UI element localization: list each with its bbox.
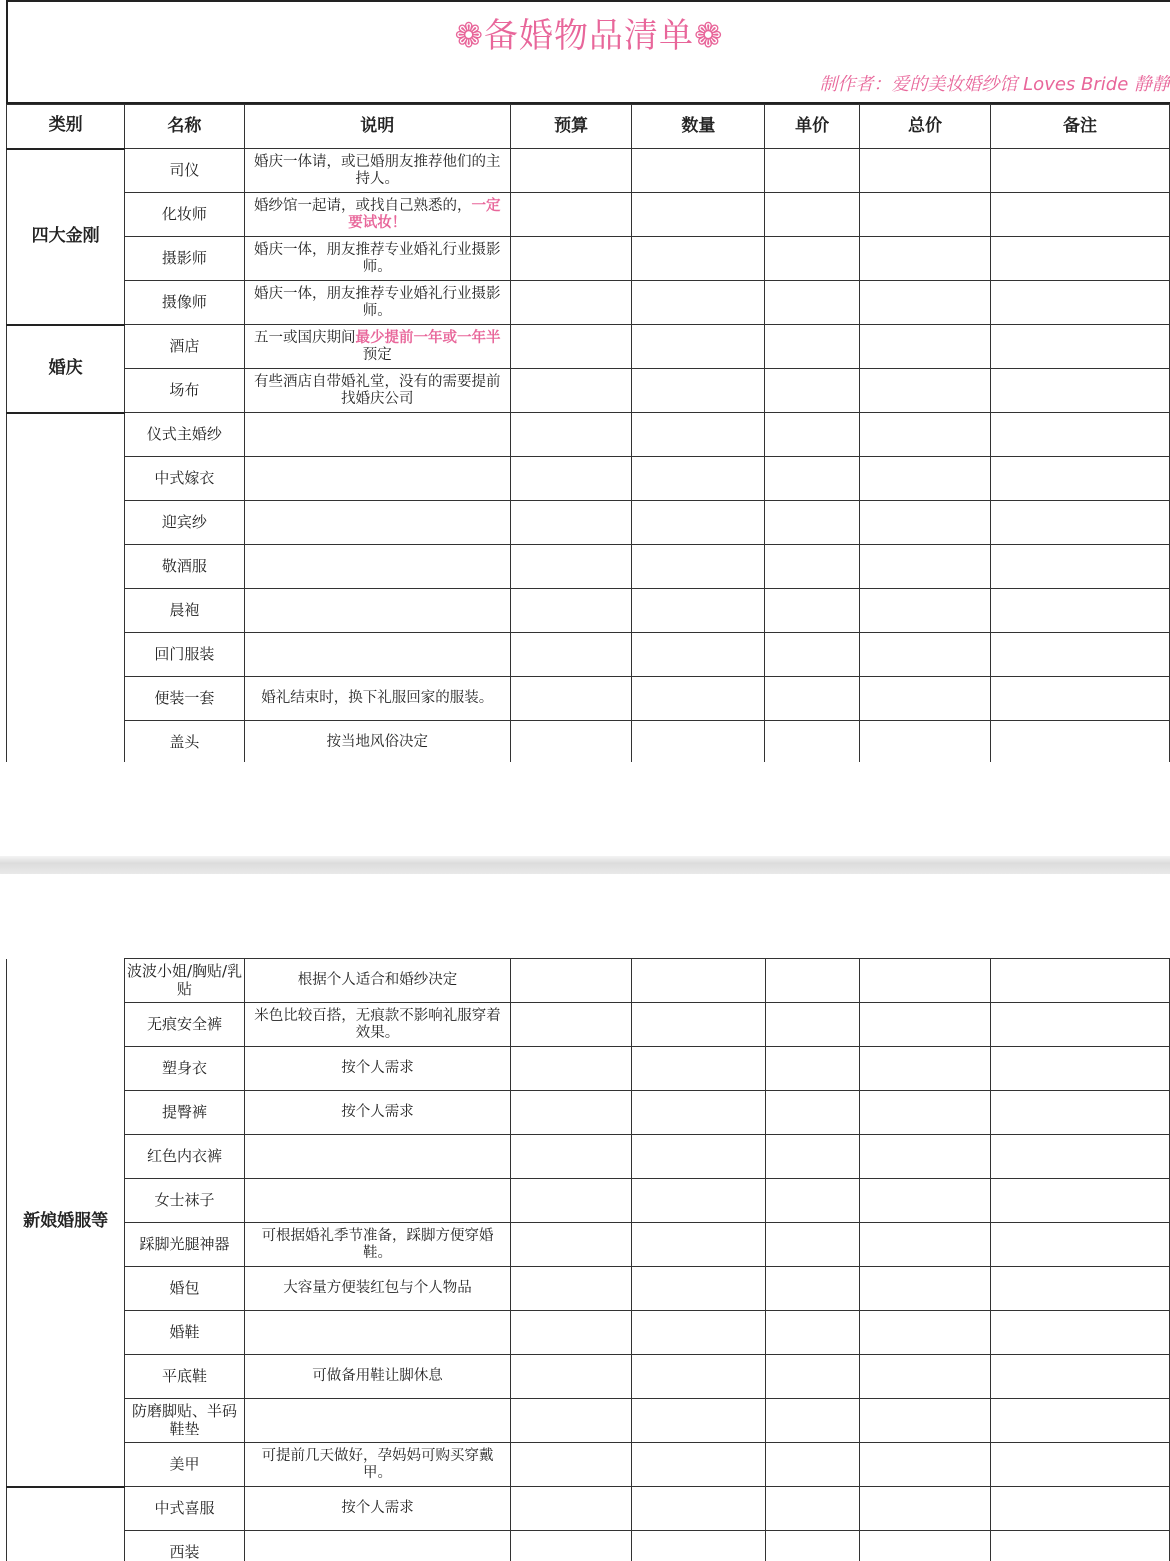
total-cell[interactable] xyxy=(859,369,990,413)
notes-cell[interactable] xyxy=(991,1091,1170,1135)
qty-cell[interactable] xyxy=(632,1135,765,1179)
table-row xyxy=(7,1179,1170,1223)
unit-price-cell[interactable] xyxy=(765,1091,859,1135)
flower-icon: ❁ xyxy=(694,16,724,56)
notes-cell[interactable] xyxy=(991,1531,1170,1561)
item-name: 化妆师 xyxy=(125,193,244,237)
notes-cell[interactable] xyxy=(991,1355,1170,1399)
total-cell[interactable] xyxy=(859,1487,990,1531)
notes-cell[interactable] xyxy=(991,325,1170,369)
total-cell[interactable] xyxy=(859,589,990,633)
table-row xyxy=(7,413,1170,457)
desc-highlight: 一定要试妆！ xyxy=(348,197,501,231)
qty-cell[interactable] xyxy=(632,633,765,677)
budget-cell[interactable] xyxy=(511,1531,632,1561)
budget-cell[interactable] xyxy=(511,1179,632,1223)
category-cell: 婚庆 xyxy=(7,325,125,413)
total-cell[interactable] xyxy=(859,1443,990,1487)
qty-cell[interactable] xyxy=(632,413,765,457)
qty-cell[interactable] xyxy=(632,677,765,721)
notes-cell[interactable] xyxy=(991,721,1170,765)
item-name: 平底鞋 xyxy=(125,1355,244,1399)
total-cell[interactable] xyxy=(859,1267,990,1311)
notes-cell[interactable] xyxy=(991,149,1170,193)
col-header-category: 类别 xyxy=(7,105,125,149)
title-text: 备婚物品清单 xyxy=(484,16,694,56)
item-desc xyxy=(244,501,510,545)
table-row xyxy=(7,1355,1170,1399)
qty-cell[interactable] xyxy=(632,193,765,237)
col-header-total: 总价 xyxy=(859,105,990,149)
total-cell[interactable] xyxy=(859,457,990,501)
notes-cell[interactable] xyxy=(991,1267,1170,1311)
notes-cell[interactable] xyxy=(991,1047,1170,1091)
total-cell[interactable] xyxy=(859,1399,990,1443)
unit-price-cell[interactable] xyxy=(765,457,859,501)
unit-price-cell[interactable] xyxy=(765,589,859,633)
item-desc xyxy=(244,1531,511,1561)
unit-price-cell[interactable] xyxy=(765,677,859,721)
total-cell[interactable] xyxy=(859,149,990,193)
col-header-notes: 备注 xyxy=(991,105,1170,149)
col-header-budget: 预算 xyxy=(510,105,631,149)
total-cell[interactable] xyxy=(859,325,990,369)
item-name: 晨袍 xyxy=(125,589,244,633)
budget-cell[interactable] xyxy=(511,1047,632,1091)
item-desc xyxy=(244,1179,511,1223)
desc-highlight: 最少提前一年或一年半 xyxy=(355,329,501,346)
unit-price-cell[interactable] xyxy=(765,1443,859,1487)
table-row xyxy=(7,1399,1170,1443)
unit-price-cell[interactable] xyxy=(765,369,859,413)
notes-cell[interactable] xyxy=(991,1179,1170,1223)
col-header-unit-price: 单价 xyxy=(765,105,859,149)
col-header-qty: 数量 xyxy=(632,105,765,149)
item-name: 中式喜服 xyxy=(125,1487,244,1531)
item-name: 红色内衣裤 xyxy=(125,1135,244,1179)
item-name: 仪式主婚纱 xyxy=(125,413,244,457)
category-cell xyxy=(7,413,125,765)
desc-text: 婚纱馆一起请，或找自己熟悉的， xyxy=(254,197,472,214)
flower-icon: ❁ xyxy=(454,16,484,56)
budget-cell[interactable] xyxy=(511,1399,632,1443)
author-credit: 制作者：爱的美妆婚纱馆 Loves Bride 静静 xyxy=(819,74,1170,95)
table-row xyxy=(7,721,1170,765)
table-row xyxy=(7,237,1170,281)
qty-cell[interactable] xyxy=(632,325,765,369)
item-name: 踩脚光腿神器 xyxy=(125,1223,244,1267)
table-row xyxy=(7,457,1170,501)
notes-cell[interactable] xyxy=(991,1487,1170,1531)
total-cell[interactable] xyxy=(859,501,990,545)
item-desc: 婚礼结束时，换下礼服回家的服装。 xyxy=(244,677,510,721)
total-cell[interactable] xyxy=(859,1179,990,1223)
item-desc xyxy=(244,413,510,457)
table-row xyxy=(7,1223,1170,1267)
item-desc xyxy=(244,1399,511,1443)
unit-price-cell[interactable] xyxy=(765,149,859,193)
item-desc: 可根据婚礼季节准备，踩脚方便穿婚鞋。 xyxy=(244,1223,511,1267)
qty-cell[interactable] xyxy=(632,457,765,501)
notes-cell[interactable] xyxy=(991,1223,1170,1267)
item-name: 迎宾纱 xyxy=(125,501,244,545)
unit-price-cell[interactable] xyxy=(765,193,859,237)
col-header-name: 名称 xyxy=(125,105,244,149)
item-desc: 按个人需求 xyxy=(244,1091,511,1135)
qty-cell[interactable] xyxy=(632,545,765,589)
item-name: 盖头 xyxy=(125,721,244,765)
total-cell[interactable] xyxy=(859,413,990,457)
unit-price-cell[interactable] xyxy=(765,413,859,457)
qty-cell[interactable] xyxy=(632,959,765,1003)
item-desc xyxy=(244,1311,511,1355)
qty-cell[interactable] xyxy=(632,281,765,325)
unit-price-cell[interactable] xyxy=(765,1487,859,1531)
table-row xyxy=(7,149,1170,193)
budget-cell[interactable] xyxy=(510,413,631,457)
budget-cell[interactable] xyxy=(510,237,631,281)
sheet-page-1 xyxy=(0,0,1170,762)
category-cell: 新娘婚服等 xyxy=(7,959,125,1487)
unit-price-cell[interactable] xyxy=(765,959,859,1003)
total-cell[interactable] xyxy=(859,1355,990,1399)
item-desc xyxy=(244,457,510,501)
qty-cell[interactable] xyxy=(632,1223,765,1267)
unit-price-cell[interactable] xyxy=(765,721,859,765)
budget-cell[interactable] xyxy=(510,149,631,193)
table-row xyxy=(7,959,1170,1003)
table-row xyxy=(7,1267,1170,1311)
page-separator xyxy=(0,856,1170,874)
item-name: 回门服装 xyxy=(125,633,244,677)
budget-cell[interactable] xyxy=(510,545,631,589)
item-name: 便装一套 xyxy=(125,677,244,721)
unit-price-cell[interactable] xyxy=(765,281,859,325)
desc-text: 五一或国庆期间 xyxy=(254,329,356,346)
table-row xyxy=(7,1091,1170,1135)
unit-price-cell[interactable] xyxy=(765,1267,859,1311)
notes-cell[interactable] xyxy=(991,959,1170,1003)
total-cell[interactable] xyxy=(859,193,990,237)
qty-cell[interactable] xyxy=(632,1003,765,1047)
unit-price-cell[interactable] xyxy=(765,545,859,589)
notes-cell[interactable] xyxy=(991,1443,1170,1487)
table-row xyxy=(7,1135,1170,1179)
budget-cell[interactable] xyxy=(511,1311,632,1355)
total-cell[interactable] xyxy=(859,1003,990,1047)
notes-cell[interactable] xyxy=(991,237,1170,281)
notes-cell[interactable] xyxy=(991,413,1170,457)
unit-price-cell[interactable] xyxy=(765,325,859,369)
item-name: 中式嫁衣 xyxy=(125,457,244,501)
table-row xyxy=(7,369,1170,413)
unit-price-cell[interactable] xyxy=(765,1399,859,1443)
budget-cell[interactable] xyxy=(510,721,631,765)
total-cell[interactable] xyxy=(859,1091,990,1135)
table-row xyxy=(7,589,1170,633)
item-name: 婚鞋 xyxy=(125,1311,244,1355)
budget-cell[interactable] xyxy=(511,1135,632,1179)
page-title xyxy=(8,8,1170,57)
table-row xyxy=(7,281,1170,325)
budget-cell[interactable] xyxy=(511,1003,632,1047)
checklist-table-2 xyxy=(6,958,1170,1561)
item-name: 无痕安全裤 xyxy=(125,1003,244,1047)
title-block xyxy=(6,0,1170,104)
checklist-table-1 xyxy=(6,104,1170,765)
budget-cell[interactable] xyxy=(511,1443,632,1487)
item-desc xyxy=(244,325,510,369)
item-desc: 可做备用鞋让脚休息 xyxy=(244,1355,511,1399)
qty-cell[interactable] xyxy=(632,237,765,281)
item-name: 摄影师 xyxy=(125,237,244,281)
budget-cell[interactable] xyxy=(510,501,631,545)
item-desc: 婚庆一体，朋友推荐专业婚礼行业摄影师。 xyxy=(244,281,510,325)
item-desc: 大容量方便装红包与个人物品 xyxy=(244,1267,511,1311)
desc-text: 预定 xyxy=(362,346,392,363)
item-name: 塑身衣 xyxy=(125,1047,244,1091)
total-cell[interactable] xyxy=(859,1531,990,1561)
unit-price-cell[interactable] xyxy=(765,1003,859,1047)
qty-cell[interactable] xyxy=(632,149,765,193)
notes-cell[interactable] xyxy=(991,589,1170,633)
budget-cell[interactable] xyxy=(511,1267,632,1311)
total-cell[interactable] xyxy=(859,281,990,325)
item-name: 提臀裤 xyxy=(125,1091,244,1135)
notes-cell[interactable] xyxy=(991,1399,1170,1443)
qty-cell[interactable] xyxy=(632,1179,765,1223)
budget-cell[interactable] xyxy=(511,1487,632,1531)
total-cell[interactable] xyxy=(859,237,990,281)
notes-cell[interactable] xyxy=(991,193,1170,237)
item-desc: 可提前几天做好，孕妈妈可购买穿戴甲。 xyxy=(244,1443,511,1487)
unit-price-cell[interactable] xyxy=(765,1311,859,1355)
total-cell[interactable] xyxy=(859,1311,990,1355)
col-header-desc: 说明 xyxy=(244,105,510,149)
item-desc: 按当地风俗决定 xyxy=(244,721,510,765)
unit-price-cell[interactable] xyxy=(765,237,859,281)
notes-cell[interactable] xyxy=(991,1135,1170,1179)
qty-cell[interactable] xyxy=(632,1531,765,1561)
item-desc: 按个人需求 xyxy=(244,1047,511,1091)
table-row xyxy=(7,677,1170,721)
qty-cell[interactable] xyxy=(632,501,765,545)
unit-price-cell[interactable] xyxy=(765,501,859,545)
item-name: 场布 xyxy=(125,369,244,413)
item-desc: 婚庆一体请，或已婚朋友推荐他们的主持人。 xyxy=(244,149,510,193)
qty-cell[interactable] xyxy=(632,369,765,413)
total-cell[interactable] xyxy=(859,959,990,1003)
table-row xyxy=(7,1443,1170,1487)
qty-cell[interactable] xyxy=(632,589,765,633)
budget-cell[interactable] xyxy=(510,457,631,501)
unit-price-cell[interactable] xyxy=(765,633,859,677)
qty-cell[interactable] xyxy=(632,1399,765,1443)
category-cell xyxy=(7,1487,125,1561)
total-cell[interactable] xyxy=(859,721,990,765)
header-row xyxy=(7,105,1170,149)
qty-cell[interactable] xyxy=(632,1091,765,1135)
item-name: 婚包 xyxy=(125,1267,244,1311)
item-name: 防磨脚贴、半码鞋垫 xyxy=(125,1399,244,1443)
total-cell[interactable] xyxy=(859,1047,990,1091)
table-row xyxy=(7,1531,1170,1561)
item-name: 波波小姐/胸贴/乳贴 xyxy=(125,959,244,1003)
item-name: 女士袜子 xyxy=(125,1179,244,1223)
item-desc xyxy=(244,193,510,237)
notes-cell[interactable] xyxy=(991,633,1170,677)
budget-cell[interactable] xyxy=(510,633,631,677)
table-row xyxy=(7,1311,1170,1355)
item-desc xyxy=(244,589,510,633)
notes-cell[interactable] xyxy=(991,369,1170,413)
qty-cell[interactable] xyxy=(632,1047,765,1091)
item-desc: 按个人需求 xyxy=(244,1487,511,1531)
notes-cell[interactable] xyxy=(991,677,1170,721)
unit-price-cell[interactable] xyxy=(765,1047,859,1091)
budget-cell[interactable] xyxy=(510,677,631,721)
item-desc: 婚庆一体，朋友推荐专业婚礼行业摄影师。 xyxy=(244,237,510,281)
notes-cell[interactable] xyxy=(991,457,1170,501)
item-name: 敬酒服 xyxy=(125,545,244,589)
item-desc: 根据个人适合和婚纱决定 xyxy=(244,959,511,1003)
budget-cell[interactable] xyxy=(510,589,631,633)
item-name: 美甲 xyxy=(125,1443,244,1487)
item-name: 司仪 xyxy=(125,149,244,193)
budget-cell[interactable] xyxy=(511,1355,632,1399)
item-desc: 有些酒店自带婚礼堂，没有的需要提前找婚庆公司 xyxy=(244,369,510,413)
total-cell[interactable] xyxy=(859,677,990,721)
budget-cell[interactable] xyxy=(510,193,631,237)
qty-cell[interactable] xyxy=(632,1267,765,1311)
total-cell[interactable] xyxy=(859,545,990,589)
total-cell[interactable] xyxy=(859,633,990,677)
table-row xyxy=(7,1487,1170,1531)
budget-cell[interactable] xyxy=(510,325,631,369)
table-row xyxy=(7,193,1170,237)
item-name: 酒店 xyxy=(125,325,244,369)
item-desc xyxy=(244,1135,511,1179)
qty-cell[interactable] xyxy=(632,1443,765,1487)
table-row xyxy=(7,633,1170,677)
qty-cell[interactable] xyxy=(632,721,765,765)
budget-cell[interactable] xyxy=(510,369,631,413)
budget-cell[interactable] xyxy=(510,281,631,325)
notes-cell[interactable] xyxy=(991,545,1170,589)
category-cell: 四大金刚 xyxy=(7,149,125,325)
budget-cell[interactable] xyxy=(511,1091,632,1135)
item-desc xyxy=(244,545,510,589)
item-name: 摄像师 xyxy=(125,281,244,325)
qty-cell[interactable] xyxy=(632,1487,765,1531)
table-row xyxy=(7,501,1170,545)
table-row xyxy=(7,1003,1170,1047)
table-row xyxy=(7,325,1170,369)
unit-price-cell[interactable] xyxy=(765,1355,859,1399)
item-name: 西装 xyxy=(125,1531,244,1561)
notes-cell[interactable] xyxy=(991,281,1170,325)
unit-price-cell[interactable] xyxy=(765,1135,859,1179)
notes-cell[interactable] xyxy=(991,501,1170,545)
table-row xyxy=(7,1047,1170,1091)
total-cell[interactable] xyxy=(859,1135,990,1179)
table-row xyxy=(7,545,1170,589)
notes-cell[interactable] xyxy=(991,1311,1170,1355)
notes-cell[interactable] xyxy=(991,1003,1170,1047)
unit-price-cell[interactable] xyxy=(765,1531,859,1561)
unit-price-cell[interactable] xyxy=(765,1223,859,1267)
budget-cell[interactable] xyxy=(511,1223,632,1267)
item-desc: 米色比较百搭，无痕款不影响礼服穿着效果。 xyxy=(244,1003,511,1047)
total-cell[interactable] xyxy=(859,1223,990,1267)
qty-cell[interactable] xyxy=(632,1355,765,1399)
unit-price-cell[interactable] xyxy=(765,1179,859,1223)
qty-cell[interactable] xyxy=(632,1311,765,1355)
budget-cell[interactable] xyxy=(511,959,632,1003)
item-desc xyxy=(244,633,510,677)
